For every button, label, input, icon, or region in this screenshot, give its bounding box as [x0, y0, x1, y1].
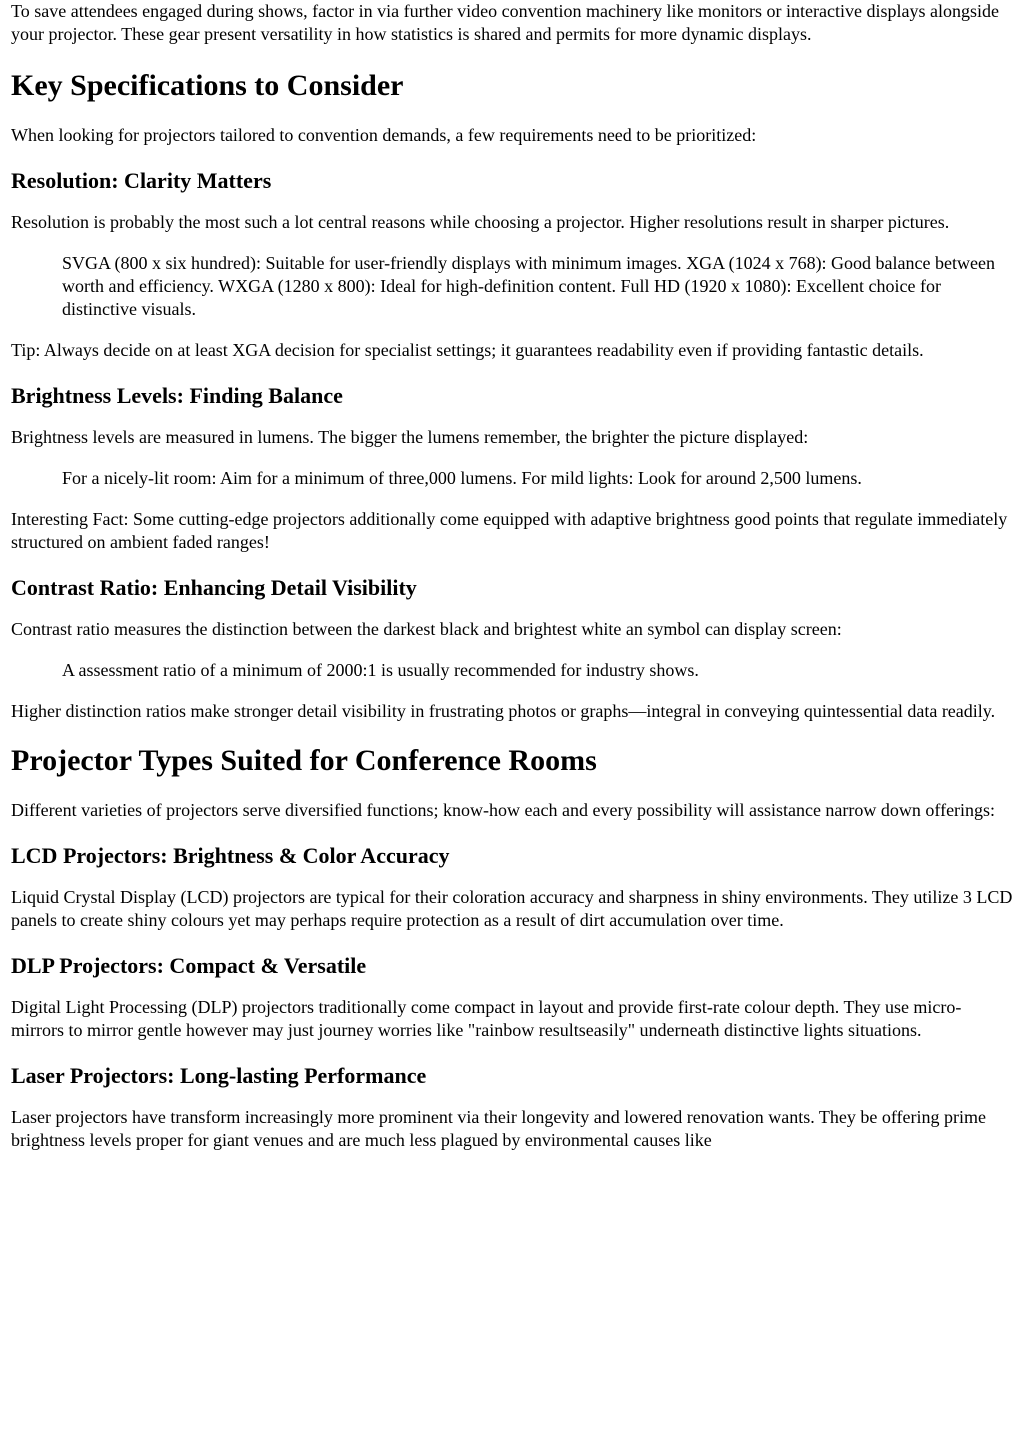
subheading-laser: Laser Projectors: Long-lasting Performance [11, 1063, 427, 1088]
contrast-closing: Higher distinction ratios make stronger detail visibility in frustrating photos or graphs—integral in conveying quintessential data readily. [11, 701, 996, 721]
brightness-paragraph: Brightness levels are measured in lumens. The bigger the lumens remember, the brighter the picture displayed: [11, 427, 809, 447]
resolution-tip: Tip: Always decide on at least XGA decision for specialist settings; it guarantees readability even if providing fantastic details. [11, 340, 924, 360]
resolution-paragraph: Resolution is probably the most such a lot central reasons while choosing a projector. Higher resolutions result in sharper pictures. [11, 212, 950, 232]
contrast-quote: A assessment ratio of a minimum of 2000:1 is usually recommended for industry shows. [62, 660, 699, 680]
article-body [11, 0, 1013, 1170]
brightness-quote: For a nicely-lit room: Aim for a minimum of three,000 lumens. For mild lights: Look for around 2,500 lumens. [62, 468, 862, 488]
subheading-contrast: Contrast Ratio: Enhancing Detail Visibility [11, 575, 417, 600]
intro-paragraph: To save attendees engaged during shows, factor in via further video convention machinery like monitors or interactive displays alongside your projector. These gear present versatility in how statistics is shared and permits for more dynamic displays. [11, 1, 999, 44]
lcd-paragraph: Liquid Crystal Display (LCD) projectors are typical for their coloration accuracy and sharpness in shiny environments. They utilize 3 LCD panels to create shiny colours yet may perhaps require protection as a result of dirt accumulation over time. [11, 887, 1013, 930]
resolution-quote: SVGA (800 x six hundred): Suitable for user-friendly displays with minimum images. XGA (1024 x 768): Good balance between worth and efficiency. WXGA (1280 x 800): Ideal for high-definition content. Full HD (1920 x 1080): Excellent choice for distinctive visuals. [62, 253, 995, 319]
subheading-dlp: DLP Projectors: Compact & Versatile [11, 953, 367, 978]
key-specifications-intro: When looking for projectors tailored to convention demands, a few requirements need to be prioritized: [11, 125, 757, 145]
projector-types-intro: Different varieties of projectors serve diversified functions; know-how each and every possibility will assistance narrow down offerings: [11, 800, 996, 820]
subheading-resolution: Resolution: Clarity Matters [11, 168, 272, 193]
brightness-fact: Interesting Fact: Some cutting-edge projectors additionally come equipped with adaptive brightness good points that regulate immediately structured on ambient faded ranges! [11, 509, 1008, 552]
contrast-paragraph: Contrast ratio measures the distinction between the darkest black and brightest white an symbol can display screen: [11, 619, 842, 639]
section-heading-projector-types: Projector Types Suited for Conference Rooms [11, 744, 597, 777]
subheading-brightness: Brightness Levels: Finding Balance [11, 383, 343, 408]
dlp-paragraph: Digital Light Processing (DLP) projectors traditionally come compact in layout and provide first-rate colour depth. They use micro-mirrors to mirror gentle however may just journey worries like "rainbow resultseasily" underneath distinctive lights situations. [11, 997, 962, 1040]
laser-paragraph: Laser projectors have transform increasingly more prominent via their longevity and lowered renovation wants. They be offering prime brightness levels proper for giant venues and are much less plagued by environmental causes like [11, 1107, 987, 1150]
subheading-lcd: LCD Projectors: Brightness & Color Accuracy [11, 843, 450, 868]
section-heading-key-specifications: Key Specifications to Consider [11, 69, 404, 102]
